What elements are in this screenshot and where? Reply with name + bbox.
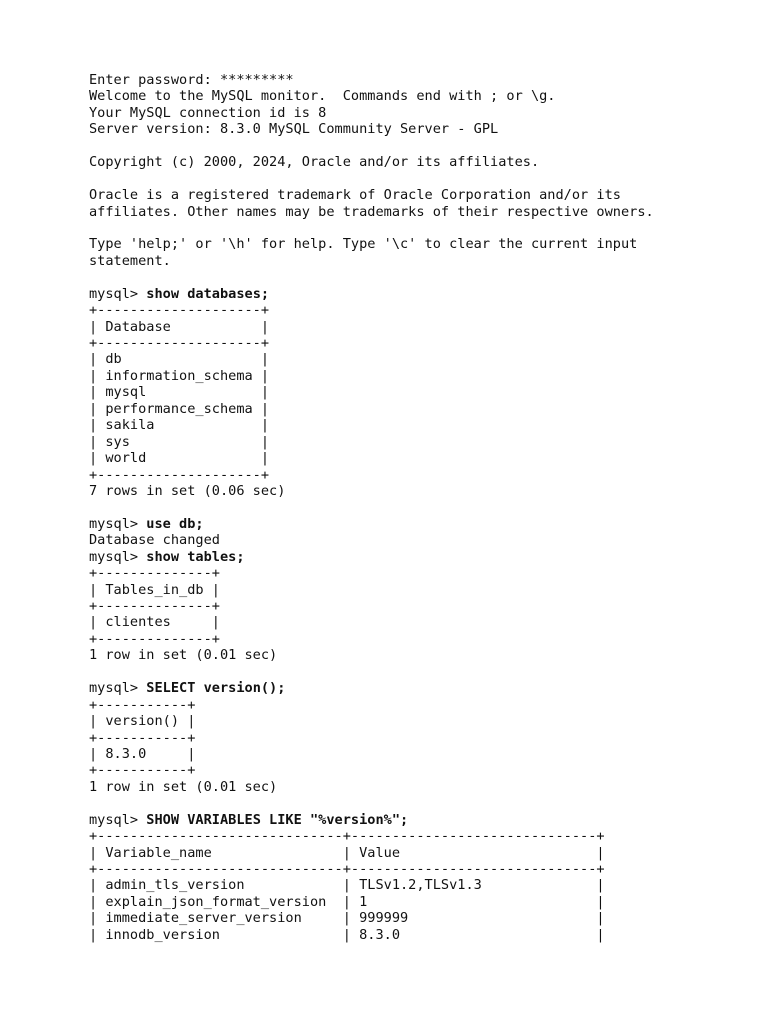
output-line: | performance_schema |	[89, 400, 270, 417]
output-line: | clientes |	[89, 614, 220, 631]
output-line: Enter password: *********	[89, 72, 294, 88]
output-line	[89, 138, 654, 154]
output-line: +------------------------------+------------------------------+	[89, 828, 605, 845]
output-line: +--------------------+	[89, 466, 270, 483]
mysql-prompt: mysql>	[89, 680, 147, 697]
output-line: +--------------+	[89, 598, 220, 614]
command-line	[89, 549, 654, 565]
mysql-prompt: mysql>	[89, 548, 147, 565]
output-line: +--------------------+	[89, 302, 270, 319]
output-line	[89, 664, 654, 680]
output-line: Copyright (c) 2000, 2024, Oracle and/or its affiliates.	[89, 154, 540, 171]
command-line	[89, 516, 654, 532]
mysql-prompt: mysql>	[89, 285, 147, 302]
command-line	[89, 680, 654, 696]
output-line: Server version: 8.3.0 MySQL Community Server - GPL	[89, 121, 499, 138]
output-line	[89, 220, 654, 236]
output-line: Type 'help;' or '\h' for help. Type '\c' to clear the current input	[89, 236, 638, 253]
output-line: +------------------------------+------------------------------+	[89, 861, 605, 877]
output-line: +-----------+	[89, 729, 196, 746]
output-line	[89, 499, 654, 515]
output-line: +--------------+	[89, 630, 220, 647]
output-line: 1 row in set (0.01 sec)	[89, 778, 278, 795]
output-line: +--------------+	[89, 565, 220, 582]
mysql-prompt: mysql>	[89, 515, 147, 532]
output-line: | Variable_name | Value |	[89, 844, 605, 861]
output-line: affiliates. Other names may be trademarks of their respective owners.	[89, 203, 654, 220]
output-line	[89, 171, 654, 187]
output-line: Your MySQL connection id is 8	[89, 104, 327, 121]
output-line: | information_schema |	[89, 367, 270, 384]
output-line: | 8.3.0 |	[89, 745, 196, 762]
output-line: +-----------+	[89, 762, 196, 779]
output-line: +--------------------+	[89, 335, 270, 351]
output-line: | sys |	[89, 433, 270, 450]
sql-command: use db;	[146, 515, 204, 532]
sql-command: SELECT version();	[146, 680, 286, 697]
output-line: Welcome to the MySQL monitor. Commands end with ; or \g.	[89, 88, 556, 105]
output-line: | mysql |	[89, 384, 270, 401]
command-line	[89, 812, 654, 828]
output-line: +-----------+	[89, 696, 196, 713]
output-line: | version() |	[89, 713, 196, 730]
output-line: 1 row in set (0.01 sec)	[89, 647, 278, 664]
sql-command: show tables;	[146, 548, 245, 565]
output-line: | explain_json_format_version | 1 |	[89, 893, 605, 910]
output-line: | innodb_version | 8.3.0 |	[89, 926, 605, 943]
sql-command: SHOW VARIABLES LIKE "%version%";	[146, 811, 409, 828]
output-line: Database changed	[89, 532, 220, 549]
output-line: | Tables_in_db |	[89, 581, 220, 598]
output-line: | immediate_server_version | 999999 |	[89, 910, 605, 927]
output-line: | world |	[89, 450, 270, 467]
output-line: statement.	[89, 252, 171, 269]
output-line: | sakila |	[89, 417, 270, 434]
output-line: Oracle is a registered trademark of Oracle Corporation and/or its	[89, 187, 621, 204]
output-line: | admin_tls_version | TLSv1.2,TLSv1.3 |	[89, 877, 605, 894]
output-line	[89, 269, 654, 285]
sql-command: show databases;	[146, 285, 270, 302]
output-line	[89, 795, 654, 811]
output-line: 7 rows in set (0.06 sec)	[89, 482, 286, 499]
command-line	[89, 286, 654, 302]
mysql-prompt: mysql>	[89, 811, 147, 828]
output-line: | db |	[89, 351, 270, 368]
output-line: | Database |	[89, 318, 270, 335]
terminal-output[interactable]	[89, 72, 654, 943]
